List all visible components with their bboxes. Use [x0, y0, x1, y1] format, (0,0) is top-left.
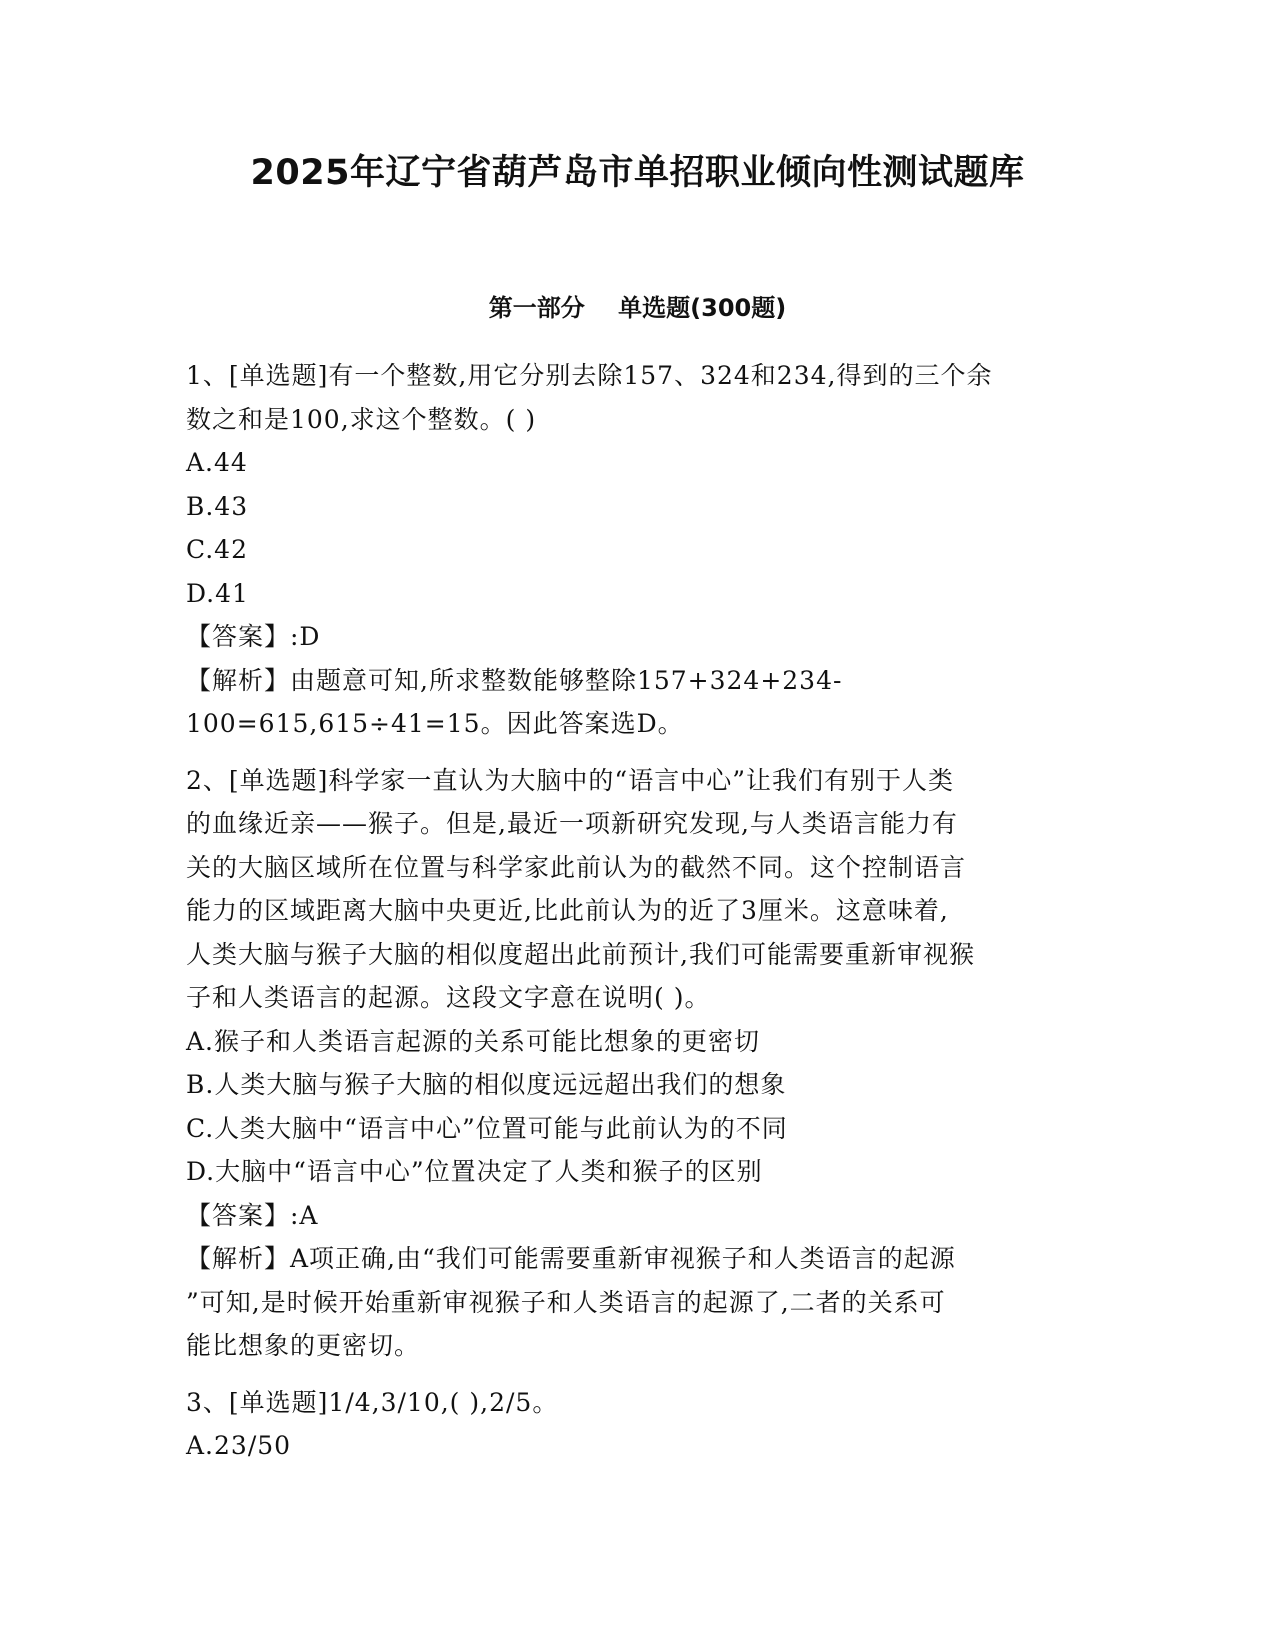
question-stem-line: 3、[单选题]1/4,3/10,( ),2/5。 [186, 1387, 559, 1417]
question-list [186, 354, 1086, 1481]
section-title: 第一部分 单选题(300题) [488, 294, 787, 322]
question-stem-line: 子和人类语言的起源。这段文字意在说明( )。 [186, 983, 711, 1012]
option-a: A.44 [186, 448, 248, 477]
analysis-line: 【解析】由题意可知,所求整数能够整除157+324+234- [186, 665, 843, 695]
analysis-line: 100=615,615÷41=15。因此答案选D。 [186, 709, 684, 738]
option-d: D.大脑中“语言中心”位置决定了人类和猴子的区别 [186, 1157, 763, 1186]
option-c: C.42 [186, 535, 248, 564]
option-d: D.41 [186, 578, 249, 608]
option-a: A.猴子和人类语言起源的关系可能比想象的更密切 [186, 1026, 761, 1056]
option-a: A.23/50 [186, 1431, 292, 1460]
question-2 [186, 759, 1086, 1368]
question-stem-line: 的血缘近亲——猴子。但是,最近一项新研究发现,与人类语言能力有 [186, 809, 958, 838]
question-stem-line: 2、[单选题]科学家一直认为大脑中的“语言中心”让我们有别于人类 [186, 765, 954, 795]
option-b: B.人类大脑与猴子大脑的相似度远远超出我们的想象 [186, 1070, 787, 1099]
option-c: C.人类大脑中“语言中心”位置可能与此前认为的不同 [186, 1113, 788, 1143]
question-stem-line: 能力的区域距离大脑中央更近,比此前认为的近了3厘米。这意味着, [186, 896, 949, 925]
analysis-line: ”可知,是时候开始重新审视猴子和人类语言的起源了,二者的关系可 [186, 1287, 946, 1317]
page-title: 2025年辽宁省葫芦岛市单招职业倾向性测试题库 [250, 153, 1025, 193]
question-stem-line: 数之和是100,求这个整数。( ) [186, 404, 537, 434]
analysis-line: 【解析】A项正确,由“我们可能需要重新审视猴子和人类语言的起源 [186, 1244, 956, 1273]
question-stem-line: 人类大脑与猴子大脑的相似度超出此前预计,我们可能需要重新审视猴 [186, 939, 975, 969]
option-b: B.43 [186, 491, 249, 521]
question-stem-line: 关的大脑区域所在位置与科学家此前认为的截然不同。这个控制语言 [186, 852, 967, 882]
answer-line: 【答案】:D [186, 622, 321, 651]
question-1 [186, 354, 1086, 746]
answer-line: 【答案】:A [186, 1200, 319, 1230]
question-3 [186, 1381, 1086, 1468]
analysis-line: 能比想象的更密切。 [186, 1331, 421, 1360]
question-stem-line: 1、[单选题]有一个整数,用它分别去除157、324和234,得到的三个余 [186, 361, 993, 390]
